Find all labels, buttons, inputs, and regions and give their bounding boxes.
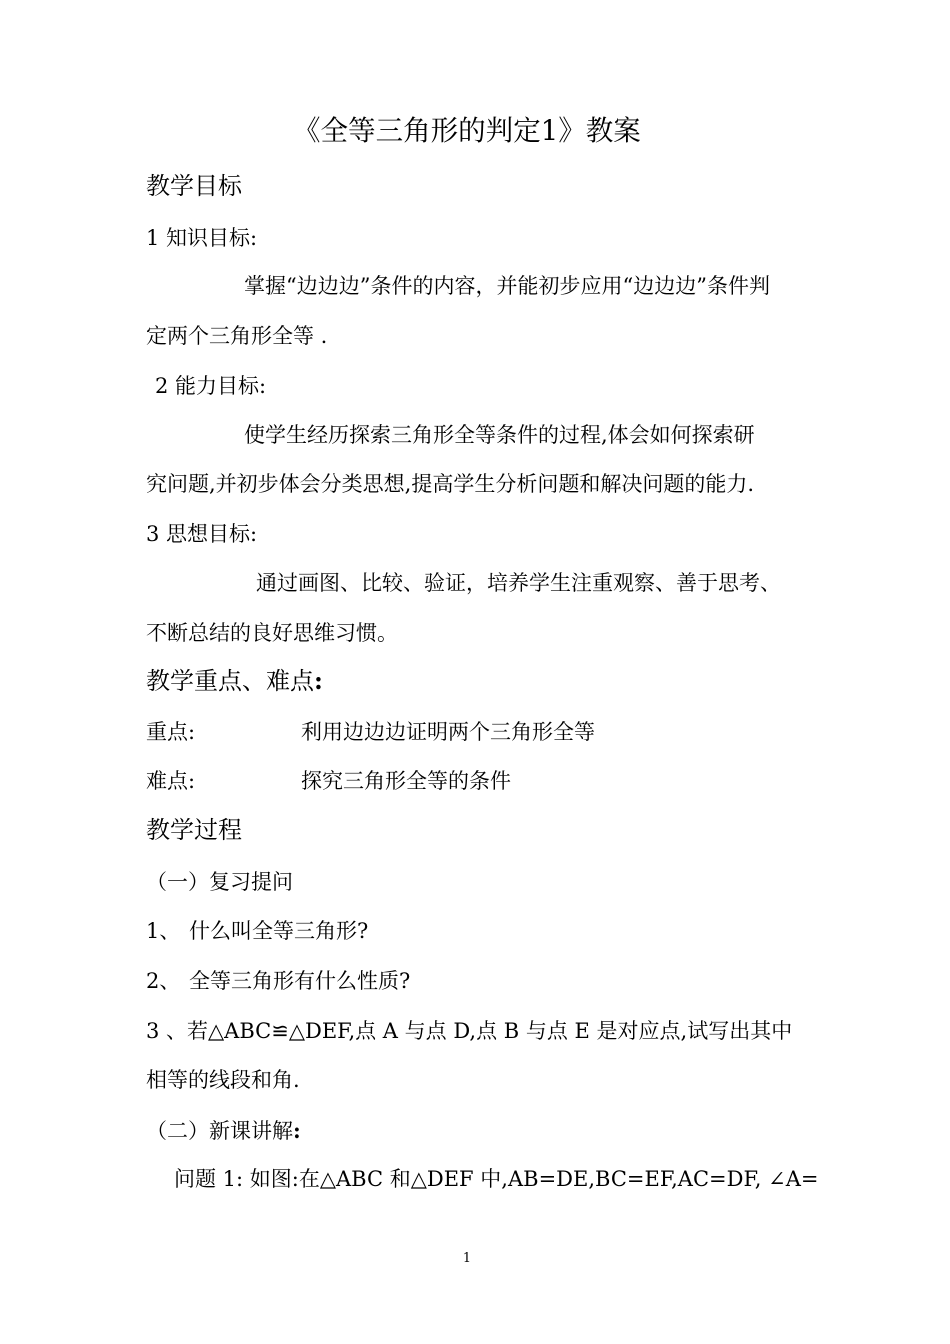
thought-objective-label: 3 思想目标: — [146, 522, 258, 546]
review-section-label: （一）复习提问 — [146, 870, 293, 894]
key-points-heading: 教学重点、难点: — [146, 666, 323, 695]
review-question-3-line-1: 3 、若△ABC≌△DEF,点 A 与点 D,点 B 与点 E 是对应点,试写出其中 — [146, 1019, 793, 1043]
ability-objective-line-2: 究问题,并初步体会分类思想,提高学生分析问题和解决问题的能力. — [146, 472, 755, 496]
difficulty-text: 探究三角形全等的条件 — [301, 769, 511, 793]
document-title: 《全等三角形的判定1》教案 — [293, 114, 641, 147]
ability-objective-label: 2 能力目标: — [155, 374, 267, 398]
review-question-2-number: 2、 — [146, 969, 181, 993]
knowledge-objective-line-2: 定两个三角形全等 . — [146, 324, 328, 348]
review-question-2: 全等三角形有什么性质? — [189, 969, 411, 993]
ability-objective-line-1: 使学生经历探索三角形全等条件的过程,体会如何探索研 — [244, 423, 755, 447]
focus-label: 重点: — [146, 720, 196, 744]
knowledge-objective-label: 1 知识目标: — [146, 226, 258, 250]
review-question-3-line-2: 相等的线段和角. — [146, 1068, 300, 1092]
problem-1-text: 问题 1: 如图:在△ABC 和△DEF 中,AB=DE,BC=EF,AC=DF, ∠A= — [174, 1167, 819, 1191]
knowledge-objective-line-1: 掌握“边边边”条件的内容，并能初步应用“边边边”条件判 — [244, 274, 770, 298]
new-lesson-section-label: （二）新课讲解: — [146, 1118, 301, 1143]
difficulty-label: 难点: — [146, 769, 196, 793]
process-heading: 教学过程 — [146, 816, 242, 844]
objectives-heading: 教学目标 — [146, 172, 242, 200]
review-question-1-number: 1、 — [146, 919, 181, 943]
focus-text: 利用边边边证明两个三角形全等 — [301, 720, 595, 744]
thought-objective-line-1: 通过画图、比较、验证，培养学生注重观察、善于思考、 — [256, 571, 781, 595]
review-question-1: 什么叫全等三角形? — [189, 919, 369, 943]
thought-objective-line-2: 不断总结的良好思维习惯。 — [146, 621, 398, 645]
page-number: 1 — [462, 1251, 471, 1266]
